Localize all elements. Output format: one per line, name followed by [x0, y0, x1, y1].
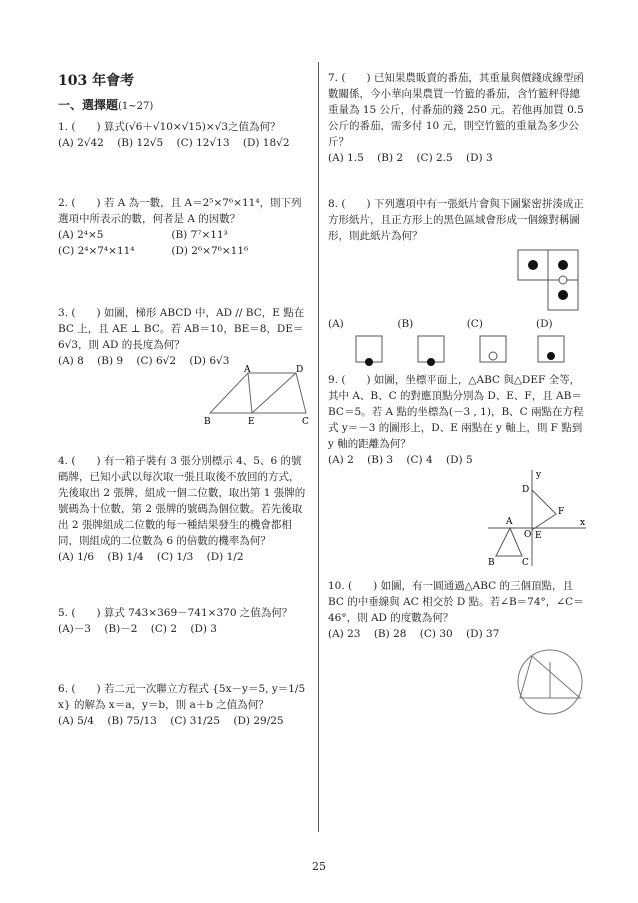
option-b: (B) 2	[377, 152, 404, 164]
option-a: (A) 1/6	[58, 551, 95, 563]
option-c: (C) 2⁴×7⁴×11⁴	[58, 245, 135, 257]
option-c: (C) 31/25	[170, 715, 221, 727]
question-stem: ( ) 下列選項中有一張紙片會與下圖緊密拼湊成正方形紙片，且正方形上的黑色區域會形成一個線對稱圖形，則此紙片為何？	[328, 198, 584, 242]
option-c: (C) 2.5	[416, 152, 453, 164]
question-10	[328, 578, 590, 716]
question-1	[58, 119, 308, 151]
fig9-label-x: x	[580, 518, 586, 528]
option-b: (B) 75/13	[107, 715, 157, 727]
coordinate-figure	[328, 468, 590, 568]
option-d: (D) 37	[466, 628, 500, 640]
option-c: (C) 2	[150, 623, 177, 635]
fig9-label-a: A	[506, 517, 513, 527]
option-c: (C) 1/3	[156, 551, 194, 563]
fig3-label-a: A	[244, 365, 251, 375]
question-number: 9.	[328, 374, 339, 386]
section-range: (1~27)	[118, 101, 154, 112]
section-heading	[58, 96, 308, 113]
puzzle-main-figure	[328, 244, 590, 314]
option-b: (B) 3	[367, 454, 394, 466]
options	[328, 452, 590, 468]
option-a: (A) 1.5	[328, 152, 364, 164]
question-number: 2.	[58, 197, 69, 209]
question-stem: ( ) 算式(√6＋√10×√15)×√3之值為何？	[71, 121, 281, 133]
option-d: (D)	[536, 318, 553, 330]
options	[58, 135, 308, 151]
circle-triangle-figure	[328, 642, 590, 716]
option-b: (B) 28	[373, 628, 407, 640]
fig9-label-d: D	[522, 485, 530, 495]
page-title: 103 年會考	[58, 73, 135, 89]
option-c: (C) 12√13	[176, 137, 230, 149]
option-b: (B) 12√5	[117, 137, 164, 149]
question-stem: ( ) 若二元一次聯立方程式 {5x－y＝5, y＝1/5 x} 的解為 x＝a，y＝b，則 a＋b 之值為何？	[58, 683, 306, 711]
question-stem: ( ) 如圖，坐標平面上，△ABC 與△DEF 全等，其中 A、B、C 的對應頂點分別為 D、E、F，且 AB＝BC＝5。若 A 點的坐標為(－3 , 1)，B、C 兩點在方程式 y＝－3 的圖形上，D、E 兩點在 y 軸上，則 F 點到 y 軸的距離為何？	[328, 374, 584, 450]
question-8	[328, 196, 590, 366]
fig9-label-y: y	[536, 470, 542, 480]
question-2	[58, 195, 308, 259]
column-divider	[318, 62, 319, 832]
question-3	[58, 305, 308, 429]
question-9	[328, 372, 590, 568]
options	[58, 227, 308, 259]
option-d: (D) 29/25	[233, 715, 284, 727]
option-a: (A) 2	[328, 454, 354, 466]
question-stem: ( ) 如圖，梯形 ABCD 中，AD // BC，E 點在 BC 上，且 AE ⊥ BC。若 AB＝10，BE＝8，DE＝6√3，則 AD 的長度為何？	[58, 307, 305, 351]
options	[328, 316, 590, 332]
option-a: (A) 5/4	[58, 715, 95, 727]
section-title: 一、選擇題	[58, 98, 119, 112]
question-number: 8.	[328, 198, 339, 210]
question-stem: ( ) 已知果農販賣的番茄，其重量與價錢成線型函數關係，今小華向果農買一竹籃的番茄，含竹籃秤得總重量為 15 公斤，付番茄的錢 250 元。若他再加買 0.5 公斤的番茄，需多付 10 元，則空竹籃的重量為多少公斤？	[328, 72, 584, 148]
trapezoid-figure	[58, 365, 309, 429]
option-d: (D) 2⁶×7⁶×11⁶	[171, 245, 249, 257]
options	[58, 353, 308, 369]
options	[328, 150, 590, 166]
option-b: (B) 9	[97, 355, 124, 367]
option-a: (A)	[328, 318, 344, 330]
question-7	[328, 70, 590, 166]
right-column	[328, 70, 590, 716]
left-column	[58, 70, 308, 729]
puzzle-options-figure	[328, 332, 590, 366]
option-b: (B) 7⁷×11³	[171, 229, 228, 241]
options	[58, 621, 308, 637]
question-number: 4.	[58, 455, 69, 467]
question-number: 10.	[328, 580, 345, 592]
question-number: 5.	[58, 607, 69, 619]
option-a: (A) 23	[328, 628, 361, 640]
option-d: (D) 1/2	[206, 551, 244, 563]
fig9-label-b: B	[488, 558, 495, 568]
option-c: (C)	[466, 318, 483, 330]
question-number: 3.	[58, 307, 69, 319]
fig3-label-d: D	[296, 365, 304, 375]
question-stem: ( ) 算式 743×369－741×370 之值為何？	[71, 607, 293, 619]
option-d: (D) 3	[466, 152, 493, 164]
question-number: 6.	[58, 683, 69, 695]
fig3-label-b: B	[204, 417, 211, 427]
fig9-label-c: C	[522, 558, 529, 568]
question-number: 1.	[58, 121, 69, 133]
option-c: (C) 30	[419, 628, 453, 640]
options	[58, 549, 308, 565]
question-stem: ( ) 有一箱子裝有 3 張分別標示 4、5、6 的號碼牌，已知小武以每次取一張且取後不放回的方式，先後取出 2 張牌，組成一個二位數，取出第 1 張牌的號碼為十位數，第 2 張牌的號碼為個位數。若先後取出 2 張牌組成二位數的每一種結果發生的機會都相同，則組成的二位數為 6 的倍數的機率為何？	[58, 455, 306, 547]
option-d: (D) 3	[190, 623, 217, 635]
option-a: (A)－3	[58, 623, 91, 635]
question-number: 7.	[328, 72, 339, 84]
fig9-label-f: F	[558, 507, 565, 517]
option-a: (A) 2√42	[58, 137, 104, 149]
option-a: (A) 2⁴×5	[58, 229, 104, 241]
option-d: (D) 5	[446, 454, 473, 466]
question-5	[58, 605, 308, 637]
question-stem: ( ) 若 A 為一數，且 A＝2⁵×7⁶×11⁴，則下列選項中所表示的數，何者是 A 的因數？	[58, 197, 302, 225]
page-number: 25	[312, 860, 326, 873]
option-b: (B)－2	[104, 623, 138, 635]
options	[58, 713, 308, 729]
option-a: (A) 8	[58, 355, 84, 367]
fig9-label-e: E	[535, 531, 542, 541]
option-c: (C) 4	[406, 454, 433, 466]
option-c: (C) 6√2	[136, 355, 177, 367]
option-d: (D) 6√3	[189, 355, 230, 367]
option-d: (D) 18√2	[242, 137, 290, 149]
question-stem: ( ) 如圖，有一圓通過△ABC 的三個頂點，且 BC 的中垂線與 AC 相交於 D 點。若∠B＝74°，∠C＝46°，則 AD 的度數為何？	[328, 580, 584, 624]
fig3-label-e: E	[248, 417, 255, 427]
fig9-label-o: O	[524, 530, 532, 540]
question-4	[58, 453, 308, 565]
options	[328, 626, 590, 642]
fig3-label-c: C	[302, 417, 309, 427]
option-b: (B)	[397, 318, 414, 330]
option-b: (B) 1/4	[107, 551, 144, 563]
question-6	[58, 681, 308, 729]
